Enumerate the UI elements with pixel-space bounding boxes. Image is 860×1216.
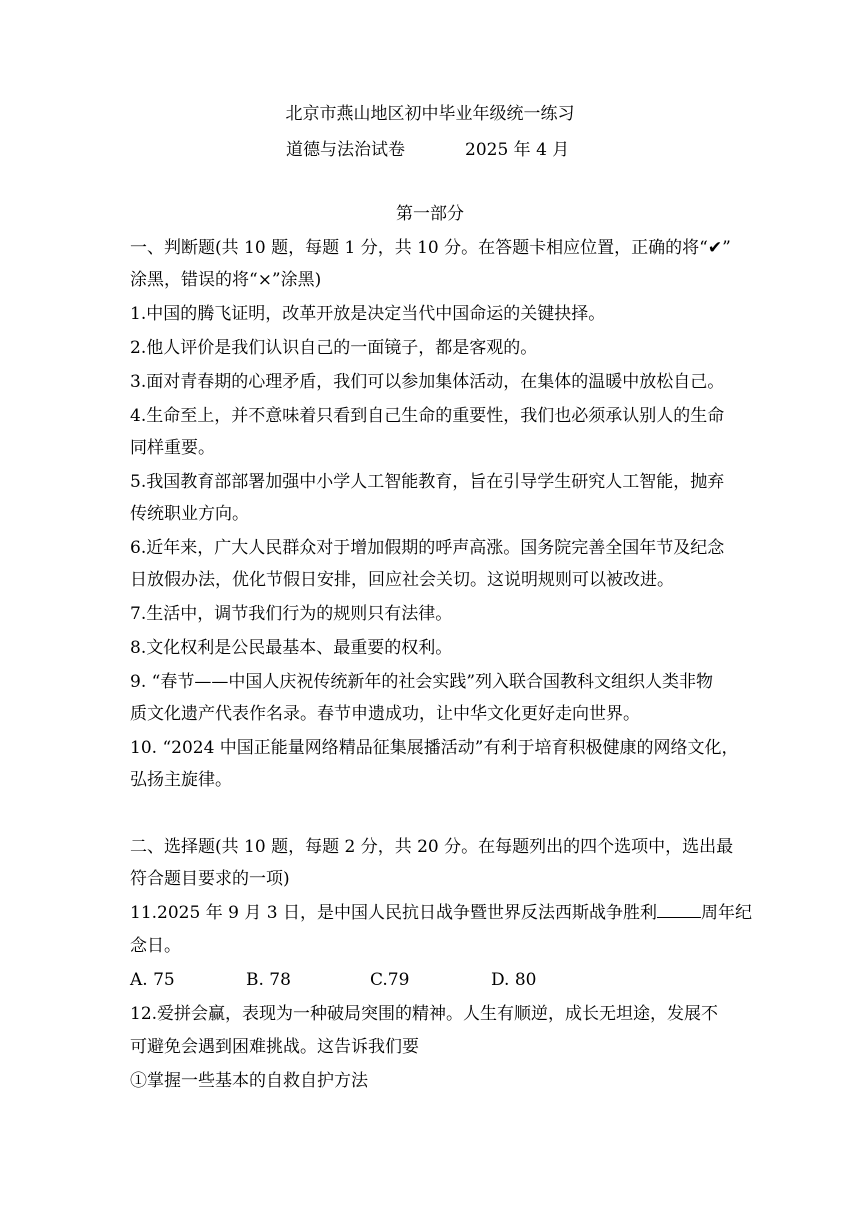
question-6-cont: 日放假办法，优化节假日安排，回应社会关切。这说明规则可以被改进。 <box>130 570 674 590</box>
question-1: 1.中国的腾飞证明，改革开放是决定当代中国命运的关键抉择。 <box>130 304 606 324</box>
question-4-cont: 同样重要。 <box>130 438 215 458</box>
section2-heading-cont: 符合题目要求的一项) <box>130 869 290 889</box>
exam-title: 北京市燕山地区初中毕业年级统一练习 <box>285 104 575 124</box>
question-12-cont: 可避免会遇到困难挑战。这告诉我们要 <box>130 1037 419 1057</box>
question-5: 5.我国教育部部署加强中小学人工智能教育，旨在引导学生研究人工智能，抛弃 <box>130 472 725 492</box>
part-title: 第一部分 <box>396 204 464 224</box>
option-a: A. 75 <box>130 970 175 990</box>
question-12: 12.爱拼会赢，表现为一种破局突围的精神。人生有顺逆，成长无坦途，发展不 <box>130 1004 719 1024</box>
exam-subtitle <box>286 139 569 161</box>
question-5-cont: 传统职业方向。 <box>130 504 249 524</box>
question-11-text-end: 周年纪 <box>700 903 752 923</box>
section2-heading: 二、选择题(共 10 题，每题 2 分，共 20 分。在每题列出的四个选项中，选出最 <box>130 837 734 857</box>
answer-blank <box>657 903 701 918</box>
question-11 <box>130 902 752 924</box>
question-7: 7.生活中，调节我们行为的规则只有法律。 <box>130 604 453 624</box>
question-3: 3.面对青春期的心理矛盾，我们可以参加集体活动，在集体的温暖中放松自己。 <box>130 372 725 392</box>
option-d: D. 80 <box>491 970 537 990</box>
question-11-text: 11.2025 年 9 月 3 日，是中国人民抗日战争暨世界反法西斯战争胜利 <box>130 903 657 923</box>
question-9: 9. “春节——中国人庆祝传统新年的社会实践”列入联合国教科文组织人类非物 <box>130 672 714 692</box>
question-2: 2.他人评价是我们认识自己的一面镜子，都是客观的。 <box>130 338 538 358</box>
option-b: B. 78 <box>246 970 291 990</box>
question-8: 8.文化权利是公民最基本、最重要的权利。 <box>130 638 453 658</box>
subject-name: 道德与法治试卷 <box>286 140 405 160</box>
question-4: 4.生命至上，并不意味着只看到自己生命的重要性，我们也必须承认别人的生命 <box>130 406 725 426</box>
section1-heading: 一、判断题(共 10 题，每题 1 分，共 10 分。在答题卡相应位置，正确的将“✔” <box>130 238 731 258</box>
question-12-item-1: ①掌握一些基本的自救自护方法 <box>130 1071 368 1091</box>
question-10-cont: 弘扬主旋律。 <box>130 770 232 790</box>
section1-heading-cont: 涂黑，错误的将“×”涂黑) <box>130 270 322 290</box>
question-11-cont: 念日。 <box>130 936 181 956</box>
exam-date: 2025 年 4 月 <box>465 140 570 160</box>
question-6: 6.近年来，广大人民群众对于增加假期的呼声高涨。国务院完善全国年节及纪念 <box>130 538 725 558</box>
question-9-cont: 质文化遗产代表作名录。春节申遗成功，让中华文化更好走向世界。 <box>130 704 640 724</box>
option-c: C.79 <box>370 970 410 990</box>
question-10: 10. “2024 中国正能量网络精品征集展播活动”有利于培育积极健康的网络文化， <box>130 738 739 758</box>
